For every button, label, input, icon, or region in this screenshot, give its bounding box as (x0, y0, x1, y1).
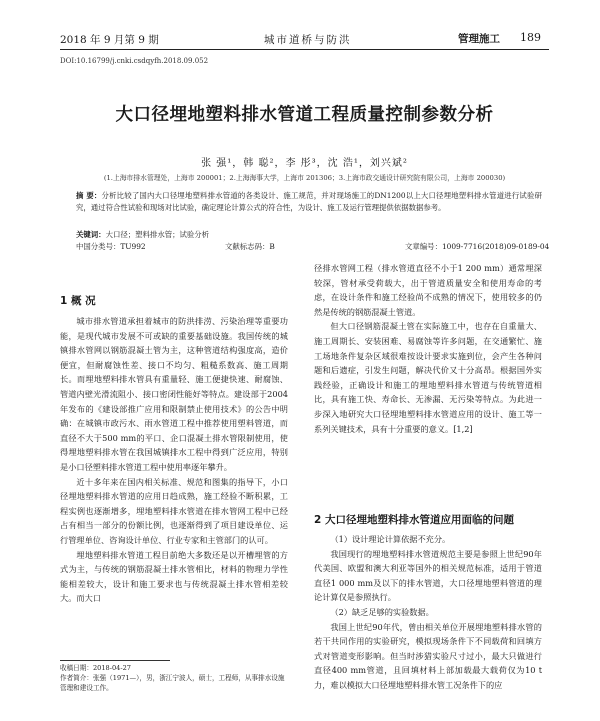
right-column-top (314, 261, 542, 436)
author-list: 张 强¹，韩 聪²，李 彤³，沈 浩¹，刘兴斌² (201, 158, 408, 169)
right-column-bottom (314, 532, 542, 693)
keywords (76, 229, 542, 240)
paper-title: 大口径埋地塑料排水管道工程质量控制参数分析 (115, 105, 494, 125)
section-name: 管理施工 (458, 33, 500, 45)
paragraph: 径排水管网工程（排水管道直径不小于1 200 mm）通常埋深较深，管材承受荷载大，出于管道质量安全和使用寿命的考虑，在设计条件和施工经验尚不成熟的情况下，使用较多的仍然是传统的钢筋混凝土管道。 (314, 263, 542, 317)
subheading: （1）设计理论计算依据不充分。 (330, 534, 451, 544)
author-bio: 作者简介：张强（1971—），男，浙江宁波人，硕士，工程师，从事排水设施管理和建设工作。 (60, 674, 285, 692)
paragraph: 但大口径钢筋混凝土管在实际施工中，也存在自重量大、施工周期长、安装困难、易腐蚀等许多问题，在交通繁忙、施工场地条件复杂区域很难按设计要求实施到位，会产生各种问题和后遗症，引发生问题，解决代价又十分高昂。根据国外实践经验，正确设计和施工的埋地塑料排水管道与传统管道相比，具有施工快、寿命长、无渗漏、无污染等特点。为此进一步深入地研究大口径埋地塑料排水管道应用的设计、施工等一系列关键技术，具有十分重要的意义。[1,2] (314, 321, 542, 434)
keywords-text: 大口径；塑料排水管；试验分析 (105, 230, 210, 239)
footnote-rule (60, 660, 170, 661)
footnote (60, 663, 288, 693)
document-code: 文献标志码：B (225, 242, 275, 251)
subheading: （2）缺乏足够的实验数据。 (330, 606, 434, 617)
paragraph: 近十多年来在国内相关标准、规范和图集的指导下，小口径埋地塑料排水管道的应用日趋成熟，施工经验不断积累，工程实例也逐渐增多，埋地塑料排水管道在排水管网工程中已经占有相当一部分的份额比例，也逐渐得到了项目建设单位、运行管理单位、咨询设计单位、行业专家和主管部门的认可。 (60, 476, 288, 545)
section-1-heading: 1 概 况 (60, 295, 96, 307)
clc-number: 中国分类号：TU992 (76, 242, 146, 251)
paragraph: 我国上世纪90年代，曾由相关单位开展埋地塑料排水管的若干共同作用的实验研究，模拟现场条件下不同载荷和回填方式对管道变形影响。但当时涉猎实验尺寸过小，最大只做进行直径400 mm管道，且回填材料上部加载最大载荷仅为10 t力，难以模拟大口径埋地塑料排水管工况条件下的应 (314, 621, 542, 690)
doi: DOI:10.16799/j.cnki.csdqyfh.2018.09.052 (60, 57, 209, 65)
affiliations: (1.上海市排水管理处，上海市 200001；2.上海海事大学，上海市 201306；3.上海市政交通设计研究院有限公司，上海市 200030) (103, 174, 506, 182)
journal-name: 城市道桥与防洪 (264, 34, 352, 46)
paragraph: 我国现行的埋地塑料排水管道规范主要是参照上世纪90年代美国、欧盟和澳大利亚等国外的相关规范标准，适用于管道直径1 000 mm及以下的排水管道，大口径埋地塑料管道的理论计算仅是参照执行。 (314, 548, 542, 603)
page-number: 189 (520, 31, 541, 44)
abstract (76, 190, 542, 214)
paragraph: 城市排水管道承担着城市的防洪排涝、污染治理等重要功能，是现代城市发展不可或缺的重要基础设施。我国传统的城镇排水管网以钢筋混凝土管为主，这种管道结构强度高，造价便宜，但耐腐蚀性差、接口不均匀、粗糙系数高、施工周期长。而埋地塑料排水管具有重量轻、施工便捷快速、耐腐蚀、管道内壁光滑流阻小、接口密闭性能好等特点。建设部于2004年发布的《建设部推广应用和限制禁止使用技术》的公告中明确：在城镇市政污水、雨水管道工程中推荐使用塑料管道，而直径不大于500 mm的平口、企口混凝土排水管限制使用，使得埋地塑料排水管在我国城镇排水工程中得到广泛应用，特别是小口径塑料排水管道工程中使用率逐年攀升。 (60, 316, 288, 472)
article-number: 文章编号：1009-7716(2018)09-0189-04 (405, 242, 550, 251)
header-rule (60, 49, 549, 50)
abstract-label: 摘 要： (76, 191, 102, 200)
keywords-label: 关键词： (76, 230, 106, 239)
section-2-heading: 2 大口径埋地塑料排水管道应用面临的问题 (314, 514, 514, 526)
received-date: 收稿日期：2018-04-27 (60, 664, 131, 672)
paragraph: 埋地塑料排水管道工程目前绝大多数还是以开槽埋管的方式为主，与传统的钢筋混凝土排水管相比，材料的物理力学性能相差较大，设计和施工要求也与传统混凝土排水管相差较大。而大口 (60, 549, 288, 604)
abstract-text: 分析比较了国内大口径埋地塑料排水管道的各类设计、施工规范，并对现场施工的DN1200以上大口径埋地塑料排水管道进行试验研究，通过符合性试验和现场对比试验，确定理论计算公式的符合性，为设计、施工及运行管理提供依据数据参考。 (76, 191, 542, 212)
journal-issue: 2018 年 9 月第 9 期 (60, 34, 159, 46)
left-column (60, 314, 288, 606)
